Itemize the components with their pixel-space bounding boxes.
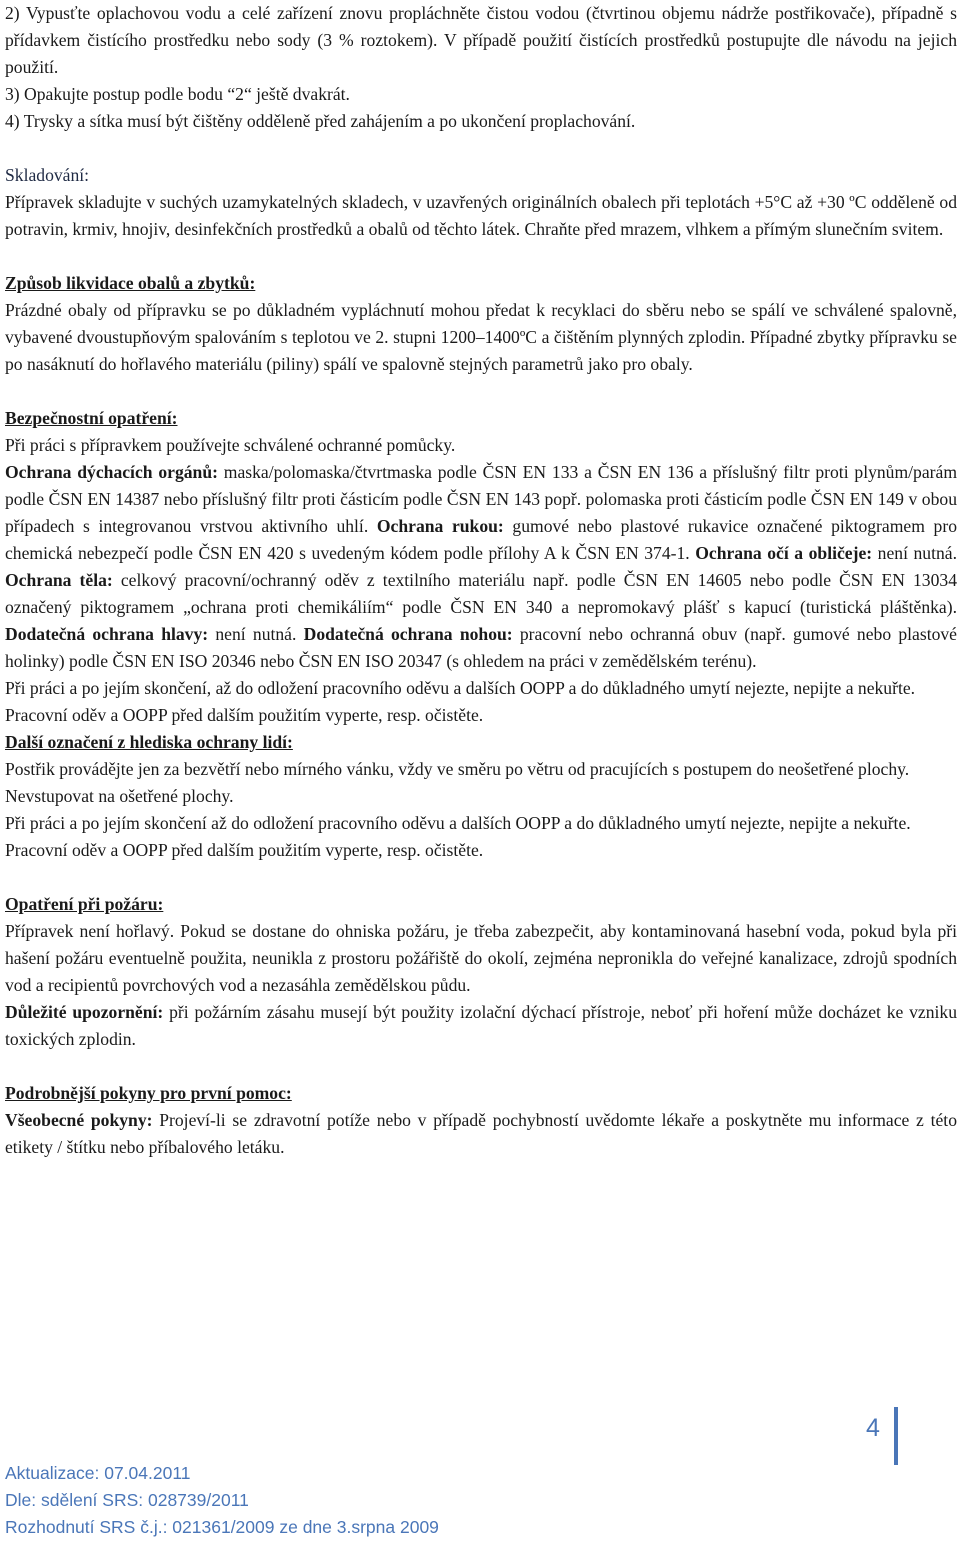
body-label: Ochrana těla: [5,570,113,590]
first-aid-general [5,1107,957,1161]
footer [5,1460,439,1541]
disposal-heading: Způsob likvidace obalů a zbytků: [5,273,256,293]
eyes-text: není nutná. [872,543,957,563]
fire-note [5,999,957,1053]
people-clothing: Pracovní oděv a OOPP před dalším použitím vyperte, resp. očistěte. [5,840,484,860]
disposal-text: Prázdné obaly od přípravku se po důkladném vypláchnutí mohou předat k recyklaci do sběru nebo se spálí ve schválené spalovně, vybavené dvoustupňovým spalováním s teplotou ve 2. stupni 1200–1400ºC a čištěním plynných zplodin. Případné zbytky přípravku se po nasáknutí do hořlavého materiálu (piliny) spálí ve spalovně stejných parametrů jako pro obaly. [5,300,957,374]
page-number: 4 [866,1414,880,1442]
people-no-entry: Nevstupovat na ošetřené plochy. [5,786,234,806]
safety-intro: Při práci s přípravkem používejte schválené ochranné pomůcky. [5,435,456,455]
head-label: Dodatečná ochrana hlavy: [5,624,209,644]
respiratory-label: Ochrana dýchacích orgánů: [5,462,218,482]
people-after-work: Při práci a po jejím skončení až do odložení pracovního oděvu a dalších OOPP a do důkladného umytí nejezte, nepijte a nekuřte. [5,813,911,833]
eyes-label: Ochrana očí a obličeje: [695,543,873,563]
safety-after-work: Při práci a po jejím skončení, až do odložení pracovního oděvu a dalších OOPP a do důkladného umytí nejezte, nepijte a nekuřte. [5,678,916,698]
body-text: celkový pracovní/ochranný oděv z textilního materiálu např. podle ČSN EN 14605 nebo podle ČSN EN 13034 označený piktogramem „ochrana proti chemikáliím“ podle ČSN EN 340 a nepromokavý plášť s kapucí (turistická pláštěnka). [5,570,957,617]
storage-heading: Skladování: [5,165,90,185]
cleaning-step-3: 3) Opakujte postup podle bodu “2“ ještě dvakrát. [5,84,350,104]
first-aid-heading: Podrobnější pokyny pro první pomoc: [5,1083,292,1103]
fire-note-text: při požárním zásahu musejí být použity izolační dýchací přístroje, neboť při hoření může docházet ke vzniku toxických zplodin. [5,1002,957,1049]
fire-note-label: Důležité upozornění: [5,1002,164,1022]
hands-label: Ochrana rukou: [376,516,504,536]
fire-heading: Opatření při požáru: [5,894,164,914]
safety-heading: Bezpečnostní opatření: [5,408,178,428]
cleaning-step-2: 2) Vypusťte oplachovou vodu a celé zařízení znovu propláchněte čistou vodou (čtvrtinou objemu nádrže postřikovače), případně s přídavkem čistícího prostředku nebo sody (3 % roztokem). V případě použití čistících prostředků postupujte dle návodu na jejich použití. [5,3,957,77]
footer-notice: Dle: sdělení SRS: 028739/2011 [5,1490,249,1510]
storage-text: Přípravek skladujte v suchých uzamykatelných skladech, v uzavřených originálních obalech při teplotách +5°C až +30 ºC odděleně od potravin, krmiv, hnojiv, desinfekčních prostředků a obalů od těchto látek. Chraňte před mrazem, vlhkem a přímým slunečním svitem. [5,192,957,239]
document-page [5,0,957,1161]
first-aid-general-text: Projeví-li se zdravotní potíže nebo v případě pochybností uvědomte lékaře a poskytněte mu informace z této etikety / štítku nebo příbalového letáku. [5,1110,957,1157]
cleaning-step-4: 4) Trysky a sítka musí být čištěny odděleně před zahájením a po ukončení proplachování. [5,111,636,131]
fire-text: Přípravek není hořlavý. Pokud se dostane do ohniska požáru, je třeba zabezpečit, aby kontaminovaná hasební voda, pokud byla při hašení požáru eventuelně použita, neunikla z prostoru požářiště do okolí, zejména nepronikla do veřejné kanalizace, zdrojů spodních vod a recipientů povrchových vod a nezasáhla zemědělskou půdu. [5,921,957,995]
people-heading: Další označení z hlediska ochrany lidí: [5,732,293,752]
first-aid-general-label: Všeobecné pokyny: [5,1110,153,1130]
respiratory-text: maska/polomaska/čtvrtmaska podle ČSN EN 133 a ČSN EN 136 a příslušný filtr proti plynům/parám podle ČSN EN 14387 nebo příslušný filtr proti částicím podle ČSN EN 143 popř. polomaska proti částicím podle ČSN EN 149 v obou případech s integrovanou vrstvou aktivního uhlí. [5,462,958,536]
page-number-bar [894,1407,898,1465]
footer-decision: Rozhodnutí SRS č.j.: 021361/2009 ze dne 3.srpna 2009 [5,1517,439,1537]
people-spray: Postřik provádějte jen za bezvětří nebo mírného vánku, vždy ve směru po větru od pracujících s postupem do neošetřené plochy. [5,759,910,779]
feet-label: Dodatečná ochrana nohou: [303,624,513,644]
feet-text: pracovní nebo ochranná obuv (např. gumové nebo plastové holinky) podle ČSN EN ISO 20346 nebo ČSN EN ISO 20347 (s ohledem na práci v zemědělském terénu). [5,624,957,671]
head-text: není nutná. [208,624,304,644]
hands-text: gumové nebo plastové rukavice označené piktogramem pro chemická nebezpečí podle ČSN EN 420 s uvedeným kódem podle přílohy A k ČSN EN 374-1. [5,516,957,563]
safety-ppe-paragraph [5,459,957,675]
safety-clothing: Pracovní oděv a OOPP před dalším použitím vyperte, resp. očistěte. [5,705,484,725]
footer-updated: Aktualizace: 07.04.2011 [5,1463,191,1483]
